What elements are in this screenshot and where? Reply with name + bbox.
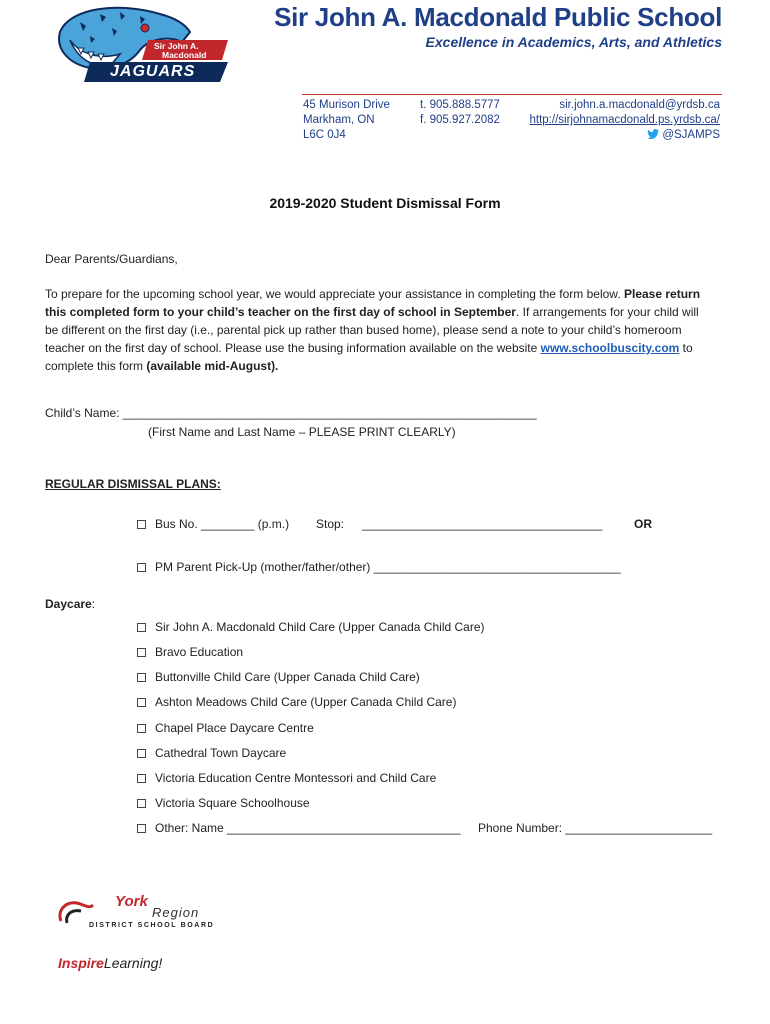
address-line: L6C 0J4 [303,129,346,141]
other-name-field[interactable]: Other: Name ___________________________________ [155,821,461,835]
phone-block [420,98,530,128]
logo-word: JAGUARS [110,63,196,80]
york-text: York [115,893,148,910]
bus-option[interactable] [137,517,289,531]
daycare-option[interactable] [137,721,314,735]
twitter-handle-text: @SJAMPS [662,129,720,141]
address-block [303,98,413,143]
school-logo [50,2,230,84]
region-text: Region [152,905,200,920]
or-label: OR [634,517,652,531]
busing-website-link[interactable]: www.schoolbuscity.com [540,341,680,355]
availability-note: (available mid-August). [146,359,279,373]
website-link[interactable]: http://sirjohnamacdonald.ps.yrdsb.ca/ [529,114,720,126]
pickup-field[interactable]: PM Parent Pick-Up (mother/father/other) _____________________________________ [155,560,621,574]
daycare-option-label: Buttonville Child Care (Upper Canada Child Care) [155,670,420,684]
bus-number-field[interactable]: Bus No. ________ (p.m.) [155,517,290,531]
daycare-option[interactable] [137,771,436,785]
daycare-option[interactable] [137,670,420,684]
learning-word: Learning! [103,955,163,971]
daycare-option[interactable] [137,695,456,709]
email-address[interactable]: sir.john.a.macdonald@yrdsb.ca [559,99,720,111]
daycare-option-label: Victoria Education Centre Montessori and Child Care [155,771,437,785]
instructions-paragraph [45,285,715,375]
daycare-option-label: Chapel Place Daycare Centre [155,721,314,735]
daycare-option-label: Ashton Meadows Child Care (Upper Canada Child Care) [155,695,457,709]
pickup-option[interactable] [137,560,621,574]
checkbox[interactable] [137,648,146,657]
instructions-text: To prepare for the upcoming school year, we would appreciate your assistance in completing the form below. [45,287,624,301]
inspire-word: Inspire [58,955,104,971]
child-name-field[interactable]: Child’s Name: ______________________________________________________________ [45,406,537,420]
logo-text-bottom: Macdonald [162,50,207,60]
stop-field[interactable]: ____________________________________ [362,517,603,531]
daycare-heading [45,597,95,611]
checkbox[interactable] [137,673,146,682]
web-block [520,98,720,143]
instructions-text: . If arrangements for your child will be different on the first day (i.e., parental pick up rather than bused home), please send a note to your child’s homeroom teacher on the first day of school. Please use the busing information available on the website [45,305,699,355]
twitter-icon [647,129,659,139]
regular-dismissal-heading: REGULAR DISMISSAL PLANS: [45,477,221,491]
school-name: Sir John A. Macdonald Public School [274,2,722,32]
checkbox[interactable] [137,749,146,758]
other-phone-field[interactable]: Phone Number: ______________________ [478,821,713,835]
child-name-hint: (First Name and Last Name – PLEASE PRINT CLEARLY) [148,425,456,439]
board-text: DISTRICT SCHOOL BOARD [89,922,215,929]
tagline: Excellence in Academics, Arts, and Athletics [425,34,722,50]
stop-label: Stop: [316,517,345,531]
fax: f. 905.927.2082 [420,114,500,126]
checkbox[interactable] [137,799,146,808]
logo-text-top: Sir John A. [154,41,199,51]
daycare-option[interactable] [137,620,485,634]
address-line: 45 Murison Drive [303,99,390,111]
checkbox[interactable] [137,824,146,833]
checkbox[interactable] [137,774,146,783]
twitter-handle[interactable] [520,128,720,143]
checkbox[interactable] [137,520,146,529]
telephone: t. 905.888.5777 [420,99,500,111]
address-line: Markham, ON [303,114,375,126]
instructions-text: to complete this form [45,341,693,373]
daycare-option-label: Bravo Education [155,645,244,659]
york-region-logo [55,893,215,933]
other-option[interactable] [137,821,461,835]
inspire-learning-logo [58,955,163,977]
daycare-heading-colon: : [91,597,96,611]
checkbox[interactable] [137,623,146,632]
daycare-option[interactable] [137,796,310,810]
greeting: Dear Parents/Guardians, [45,252,178,266]
checkbox[interactable] [137,698,146,707]
checkbox[interactable] [137,724,146,733]
daycare-heading-text: Daycare [45,597,92,611]
daycare-option-label: Victoria Square Schoolhouse [155,796,310,810]
daycare-option[interactable] [137,645,243,659]
daycare-option[interactable] [137,746,286,760]
instructions-bold: Please return this completed form to your child’s teacher on the first day of school in September [45,287,701,319]
checkbox[interactable] [137,563,146,572]
daycare-option-label: Cathedral Town Daycare [155,746,287,760]
form-title: 2019-2020 Student Dismissal Form [269,195,501,211]
header-divider [302,94,722,95]
daycare-option-label: Sir John A. Macdonald Child Care (Upper Canada Child Care) [155,620,485,634]
